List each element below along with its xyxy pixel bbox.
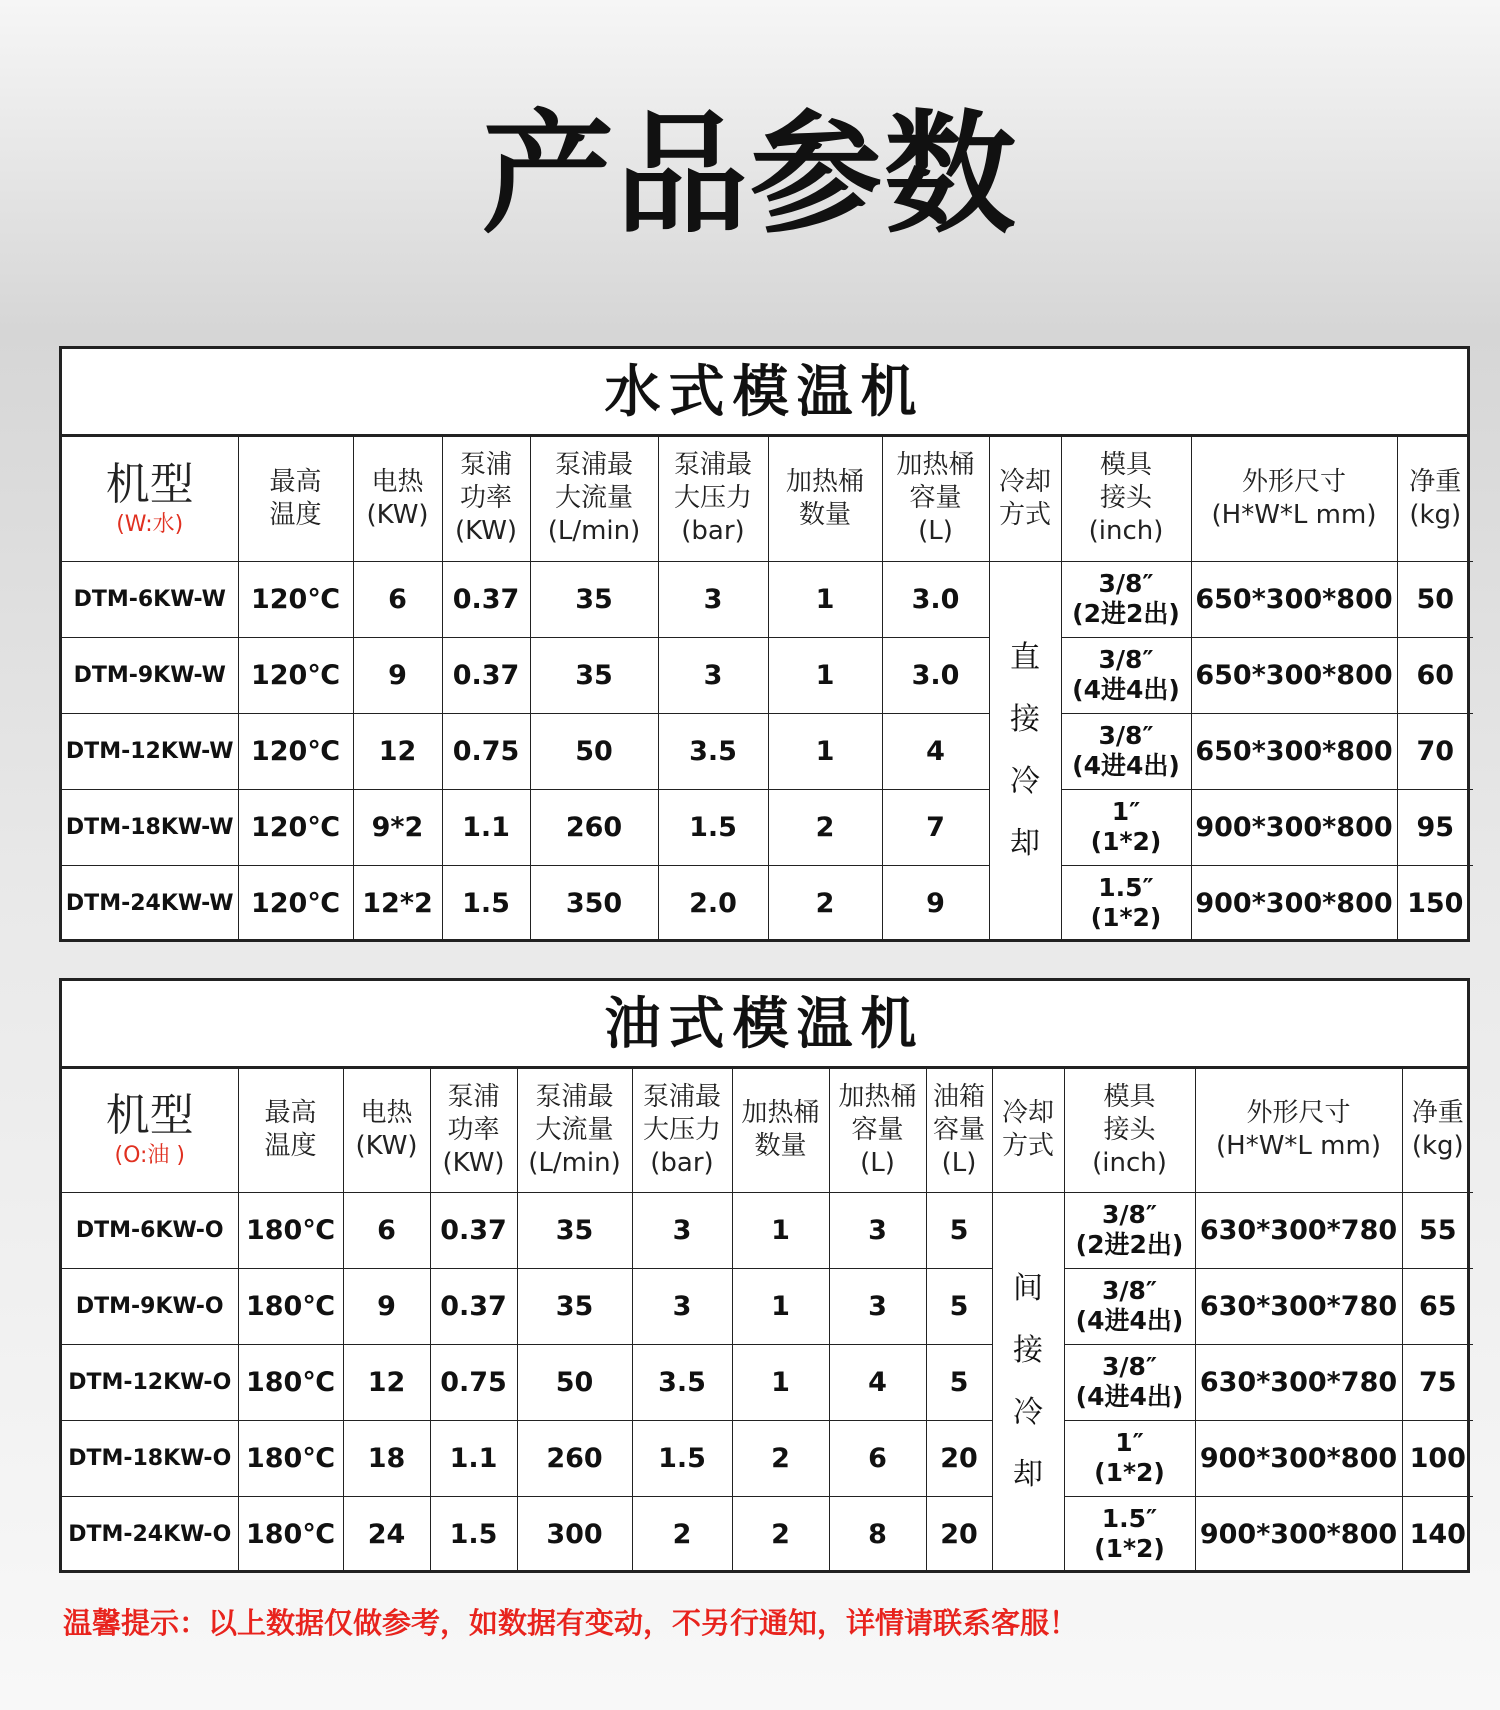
header-dimensions: 外形尺寸 (H*W*L mm) (1195, 1069, 1402, 1192)
header-pump-pressure: 泵浦最 大压力 (bar) (632, 1069, 732, 1192)
pump-pressure-cell: 3 (632, 1192, 732, 1268)
pump-power-cell: 1.5 (442, 865, 530, 941)
pump-pressure-cell: 2.0 (658, 865, 768, 941)
dimensions-cell: 630*300*780 (1195, 1268, 1402, 1344)
oil-capacity-cell: 5 (926, 1344, 992, 1420)
table-row (62, 713, 1473, 789)
header-pump-flow: 泵浦最 大流量 (L/min) (530, 437, 658, 561)
max-temp-cell: 120℃ (238, 561, 353, 637)
tank-capacity-cell: 7 (882, 789, 989, 865)
cooling-method-cell: 直 接 冷 却 (989, 561, 1061, 941)
model-cell: DTM-12KW-W (62, 713, 238, 789)
pump-flow-cell: 350 (530, 865, 658, 941)
header-cooling: 冷却 方式 (992, 1069, 1064, 1192)
tank-capacity-cell: 8 (829, 1496, 926, 1572)
weight-cell: 50 (1397, 561, 1473, 637)
table-row (62, 1420, 1473, 1496)
tank-capacity-cell: 4 (882, 713, 989, 789)
header-dimensions: 外形尺寸 (H*W*L mm) (1191, 437, 1397, 561)
tank-capacity-cell: 4 (829, 1344, 926, 1420)
water-header-row (62, 437, 1473, 561)
max-temp-cell: 120℃ (238, 713, 353, 789)
connector-cell: 3/8″ (4进4出) (1061, 637, 1191, 713)
pump-flow-cell: 50 (517, 1344, 632, 1420)
oil-spec-table-block (59, 978, 1470, 1573)
connector-cell: 3/8″ (4进4出) (1064, 1344, 1195, 1420)
tank-capacity-cell: 3.0 (882, 637, 989, 713)
tank-count-cell: 2 (768, 789, 882, 865)
pump-power-cell: 0.75 (442, 713, 530, 789)
model-cell: DTM-18KW-O (62, 1420, 238, 1496)
heat-cell: 24 (343, 1496, 430, 1572)
max-temp-cell: 180℃ (238, 1496, 343, 1572)
weight-cell: 150 (1397, 865, 1473, 941)
header-connector: 模具 接头 (inch) (1061, 437, 1191, 561)
water-table-title: 水式模温机 (62, 349, 1467, 437)
cooling-method-cell: 间 接 冷 却 (992, 1192, 1064, 1572)
header-tank-capacity: 加热桶 容量 (L) (882, 437, 989, 561)
dimensions-cell: 900*300*800 (1195, 1496, 1402, 1572)
pump-power-cell: 0.37 (430, 1268, 517, 1344)
oil-spec-table (62, 1069, 1473, 1573)
tank-count-cell: 1 (768, 713, 882, 789)
tank-capacity-cell: 3 (829, 1268, 926, 1344)
weight-cell: 75 (1402, 1344, 1473, 1420)
header-weight: 净重 (kg) (1402, 1069, 1473, 1192)
tank-count-cell: 1 (732, 1268, 829, 1344)
oil-capacity-cell: 20 (926, 1496, 992, 1572)
pump-pressure-cell: 1.5 (658, 789, 768, 865)
header-tank-capacity: 加热桶 容量 (L) (829, 1069, 926, 1192)
pump-pressure-cell: 3 (658, 561, 768, 637)
tank-capacity-cell: 6 (829, 1420, 926, 1496)
dimensions-cell: 650*300*800 (1191, 637, 1397, 713)
weight-cell: 60 (1397, 637, 1473, 713)
header-oil-capacity: 油箱 容量 (L) (926, 1069, 992, 1192)
header-cooling: 冷却 方式 (989, 437, 1061, 561)
tank-count-cell: 2 (732, 1496, 829, 1572)
pump-pressure-cell: 3 (632, 1268, 732, 1344)
heat-cell: 9 (353, 637, 442, 713)
header-heat: 电热 (KW) (343, 1069, 430, 1192)
table-row (62, 561, 1473, 637)
table-row (62, 1496, 1473, 1572)
tank-capacity-cell: 9 (882, 865, 989, 941)
model-cell: DTM-6KW-O (62, 1192, 238, 1268)
header-tank-count: 加热桶 数量 (732, 1069, 829, 1192)
connector-cell: 1.5″ (1*2) (1061, 865, 1191, 941)
header-pump-power: 泵浦 功率 (KW) (442, 437, 530, 561)
weight-cell: 100 (1402, 1420, 1473, 1496)
footnote: 温馨提示：以上数据仅做参考，如数据有变动，不另行通知，详情请联系客服！ (63, 1606, 1079, 1640)
pump-flow-cell: 35 (530, 561, 658, 637)
tank-count-cell: 1 (732, 1344, 829, 1420)
pump-flow-cell: 50 (530, 713, 658, 789)
table-row (62, 789, 1473, 865)
weight-cell: 55 (1402, 1192, 1473, 1268)
tank-count-cell: 2 (732, 1420, 829, 1496)
connector-cell: 3/8″ (4进4出) (1061, 713, 1191, 789)
pump-flow-cell: 35 (517, 1192, 632, 1268)
pump-pressure-cell: 3.5 (632, 1344, 732, 1420)
connector-cell: 3/8″ (2进2出) (1061, 561, 1191, 637)
tank-count-cell: 2 (768, 865, 882, 941)
tank-count-cell: 1 (768, 561, 882, 637)
oil-capacity-cell: 5 (926, 1192, 992, 1268)
connector-cell: 1.5″ (1*2) (1064, 1496, 1195, 1572)
pump-power-cell: 1.1 (442, 789, 530, 865)
heat-cell: 12 (343, 1344, 430, 1420)
dimensions-cell: 630*300*780 (1195, 1344, 1402, 1420)
dimensions-cell: 900*300*800 (1191, 865, 1397, 941)
header-model: 机型 (W:水) (62, 437, 238, 561)
model-cell: DTM-24KW-O (62, 1496, 238, 1572)
tank-count-cell: 1 (732, 1192, 829, 1268)
water-spec-table-block (59, 346, 1470, 942)
pump-pressure-cell: 3.5 (658, 713, 768, 789)
pump-power-cell: 0.75 (430, 1344, 517, 1420)
header-pump-power: 泵浦 功率 (KW) (430, 1069, 517, 1192)
model-cell: DTM-12KW-O (62, 1344, 238, 1420)
header-tank-count: 加热桶 数量 (768, 437, 882, 561)
model-cell: DTM-9KW-W (62, 637, 238, 713)
dimensions-cell: 650*300*800 (1191, 561, 1397, 637)
max-temp-cell: 120℃ (238, 789, 353, 865)
header-model: 机型 (O:油 ) (62, 1069, 238, 1192)
dimensions-cell: 900*300*800 (1195, 1420, 1402, 1496)
pump-pressure-cell: 2 (632, 1496, 732, 1572)
model-cell: DTM-18KW-W (62, 789, 238, 865)
max-temp-cell: 120℃ (238, 865, 353, 941)
oil-capacity-cell: 20 (926, 1420, 992, 1496)
tank-capacity-cell: 3.0 (882, 561, 989, 637)
pump-flow-cell: 300 (517, 1496, 632, 1572)
table-row (62, 1268, 1473, 1344)
table-row (62, 865, 1473, 941)
weight-cell: 95 (1397, 789, 1473, 865)
connector-cell: 1″ (1*2) (1061, 789, 1191, 865)
connector-cell: 1″ (1*2) (1064, 1420, 1195, 1496)
max-temp-cell: 180℃ (238, 1192, 343, 1268)
dimensions-cell: 650*300*800 (1191, 713, 1397, 789)
page-title: 产品参数 (482, 98, 1018, 252)
heat-cell: 9*2 (353, 789, 442, 865)
max-temp-cell: 120℃ (238, 637, 353, 713)
connector-cell: 3/8″ (4进4出) (1064, 1268, 1195, 1344)
model-cell: DTM-24KW-W (62, 865, 238, 941)
oil-table-title: 油式模温机 (62, 981, 1467, 1069)
pump-power-cell: 1.1 (430, 1420, 517, 1496)
table-row (62, 637, 1473, 713)
water-spec-table (62, 437, 1473, 942)
heat-cell: 12*2 (353, 865, 442, 941)
pump-flow-cell: 35 (530, 637, 658, 713)
header-connector: 模具 接头 (inch) (1064, 1069, 1195, 1192)
tank-capacity-cell: 3 (829, 1192, 926, 1268)
header-pump-pressure: 泵浦最 大压力 (bar) (658, 437, 768, 561)
header-heat: 电热 (KW) (353, 437, 442, 561)
heat-cell: 6 (343, 1192, 430, 1268)
model-cell: DTM-6KW-W (62, 561, 238, 637)
dimensions-cell: 900*300*800 (1191, 789, 1397, 865)
oil-capacity-cell: 5 (926, 1268, 992, 1344)
heat-cell: 18 (343, 1420, 430, 1496)
table-row (62, 1192, 1473, 1268)
model-cell: DTM-9KW-O (62, 1268, 238, 1344)
pump-power-cell: 1.5 (430, 1496, 517, 1572)
pump-power-cell: 0.37 (430, 1192, 517, 1268)
weight-cell: 70 (1397, 713, 1473, 789)
pump-power-cell: 0.37 (442, 561, 530, 637)
dimensions-cell: 630*300*780 (1195, 1192, 1402, 1268)
heat-cell: 12 (353, 713, 442, 789)
heat-cell: 9 (343, 1268, 430, 1344)
max-temp-cell: 180℃ (238, 1344, 343, 1420)
table-row (62, 1344, 1473, 1420)
pump-flow-cell: 260 (530, 789, 658, 865)
heat-cell: 6 (353, 561, 442, 637)
header-weight: 净重 (kg) (1397, 437, 1473, 561)
connector-cell: 3/8″ (2进2出) (1064, 1192, 1195, 1268)
max-temp-cell: 180℃ (238, 1420, 343, 1496)
pump-pressure-cell: 1.5 (632, 1420, 732, 1496)
oil-header-row (62, 1069, 1473, 1192)
max-temp-cell: 180℃ (238, 1268, 343, 1344)
pump-power-cell: 0.37 (442, 637, 530, 713)
pump-flow-cell: 35 (517, 1268, 632, 1344)
tank-count-cell: 1 (768, 637, 882, 713)
header-max-temp: 最高 温度 (238, 1069, 343, 1192)
header-max-temp: 最高 温度 (238, 437, 353, 561)
header-pump-flow: 泵浦最 大流量 (L/min) (517, 1069, 632, 1192)
weight-cell: 65 (1402, 1268, 1473, 1344)
pump-pressure-cell: 3 (658, 637, 768, 713)
pump-flow-cell: 260 (517, 1420, 632, 1496)
weight-cell: 140 (1402, 1496, 1473, 1572)
